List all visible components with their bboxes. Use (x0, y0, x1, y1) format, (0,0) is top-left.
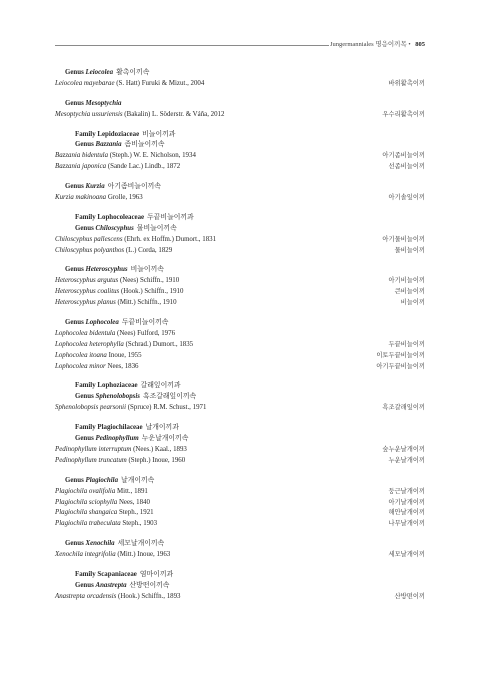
species-korean-name: 선좀비늘이끼 (388, 163, 425, 171)
species-name: Plagiochila ovalifolia (55, 487, 116, 495)
species-row (55, 340, 425, 351)
species-author: Nees, 1840 (118, 498, 150, 506)
species-author: Grolle, 1963 (107, 194, 143, 202)
species-korean-name: 아기비늘이끼 (388, 277, 425, 285)
family-label: Family (75, 130, 98, 138)
species-row (55, 151, 425, 162)
species-korean-name: 해안날개이끼 (388, 509, 425, 517)
genus-name: Sphenolobopsis (95, 393, 140, 401)
genus-korean-name: 세모날개이끼속 (117, 540, 165, 548)
species-korean-name: 아기물비늘이끼 (382, 235, 425, 243)
species-author: (Schrad.) Dumort., 1835 (125, 340, 194, 348)
genus-heading (55, 476, 425, 487)
family-name: Lophocoleaceae (97, 213, 145, 221)
species-row (55, 508, 425, 519)
species-name: Lophocolea heterophylla (55, 340, 124, 348)
species-korean-name: 비늘이끼 (400, 299, 425, 307)
genus-label: Genus (65, 266, 86, 274)
species-row (55, 193, 425, 204)
species-korean-name: 나무날개이끼 (388, 520, 425, 528)
genus-label: Genus (75, 435, 96, 443)
family-label: Family (75, 213, 98, 221)
section-gap (55, 530, 425, 539)
species-row (55, 162, 425, 173)
running-header (55, 39, 425, 51)
genus-heading (55, 265, 425, 276)
species-author: Mitt., 1891 (117, 487, 148, 495)
species-row (55, 110, 425, 121)
species-name: Chiloscyphus polyanthos (55, 246, 125, 254)
genus-korean-name: 활촉이끼속 (116, 69, 150, 76)
species-author: (Mitt.) Schiffn., 1910 (117, 299, 177, 307)
species-name: Plagiochila shangaica (55, 509, 118, 517)
species-row (55, 362, 425, 373)
genus-name: Anastrepta (95, 581, 127, 589)
genus-label: Genus (75, 393, 96, 401)
genus-korean-name: 아기좀비늘이끼속 (107, 183, 161, 191)
species-name: Lophocolea minor (55, 362, 106, 370)
section-gap (55, 372, 425, 381)
species-name: Chiloscyphus pallescens (55, 235, 123, 243)
family-heading (55, 213, 425, 224)
species-author: (Ehrh. ex Hoffm.) Dumort., 1831 (124, 235, 217, 243)
genus-korean-name: 흑조갈래잎이끼속 (142, 393, 197, 401)
species-korean-name: 아기솔잎이끼 (388, 194, 425, 202)
section-gap (55, 467, 425, 476)
genus-name: Leiocolea (85, 69, 114, 76)
genus-heading (55, 434, 425, 445)
species-korean-name: 두끝비늘이끼 (388, 340, 425, 348)
species-author: (L.) Corda, 1829 (125, 246, 173, 254)
genus-label: Genus (65, 69, 86, 76)
species-korean-name: 아기두끝비늘이끼 (376, 362, 425, 370)
species-name: Plagiochila sciophylla (55, 498, 118, 506)
genus-name: Bazzania (95, 141, 122, 149)
species-name: Plagiochila trabeculata (55, 520, 121, 528)
genus-heading (55, 539, 425, 550)
genus-korean-name: 날개이끼속 (121, 476, 155, 484)
family-korean-name: 염마이끼과 (139, 570, 174, 578)
genus-heading (55, 99, 425, 110)
genus-heading (55, 581, 425, 592)
genus-korean-name: 두끝비늘이끼속 (121, 319, 169, 327)
species-name: Heteroscyphus argutus (55, 277, 119, 285)
genus-korean-name: 산방떤이끼속 (129, 581, 170, 589)
species-row (55, 550, 425, 561)
species-row (55, 445, 425, 456)
genus-korean-name: 비늘이끼속 (130, 266, 164, 274)
genus-label: Genus (65, 540, 86, 548)
species-row (55, 592, 425, 603)
family-heading (55, 570, 425, 581)
genus-korean-name: 좀비늘이끼속 (124, 141, 165, 149)
species-korean-name: 아기날개이끼 (388, 498, 425, 506)
genus-heading (55, 68, 425, 79)
family-korean-name: 두끝비늘이끼과 (147, 213, 194, 221)
species-row (55, 79, 425, 90)
species-row (55, 487, 425, 498)
species-korean-name: 아기좀비늘이끼 (382, 152, 425, 160)
species-row (55, 403, 425, 414)
species-korean-name: 누운날개이끼 (388, 456, 425, 464)
species-list (55, 68, 425, 603)
section-gap (55, 204, 425, 213)
species-author: (Sande Lac.) Lindb., 1872 (107, 163, 181, 171)
family-korean-name: 날개이끼과 (145, 424, 179, 432)
species-korean-name: 흑조갈래잎이끼 (382, 404, 425, 412)
species-author: (Nees) Schiffn., 1910 (119, 277, 180, 285)
species-name: Anastrepta orcadensis (55, 592, 117, 600)
species-korean-name: 세모날개이끼 (388, 551, 425, 559)
family-korean-name: 갈래잎이끼과 (140, 382, 181, 390)
genus-name: Pedinophyllum (95, 435, 139, 443)
species-name: Bazzania japonica (55, 163, 107, 171)
species-row (55, 329, 425, 340)
species-korean-name: 산방떤이끼 (394, 592, 425, 600)
species-author: (Mitt.) Inoue, 1963 (117, 551, 171, 559)
section-gap (55, 414, 425, 423)
genus-name: Heteroscyphus (85, 266, 128, 274)
species-name: Leiocolea mayebarae (55, 79, 115, 87)
genus-label: Genus (75, 581, 96, 589)
species-author: (Bakalin) L. Söderstr. & Váňa, 2012 (124, 110, 225, 118)
family-name: Plagiochilaceae (97, 424, 143, 432)
family-label: Family (75, 382, 98, 390)
section-gap (55, 309, 425, 318)
species-row (55, 235, 425, 246)
species-row (55, 519, 425, 530)
genus-label: Genus (75, 224, 96, 232)
genus-label: Genus (65, 319, 86, 327)
species-author: Steph., 1921 (118, 509, 154, 517)
species-korean-name: 이토두끝비늘이끼 (376, 351, 425, 359)
header-text (330, 39, 425, 48)
species-korean-name: 우수리활촉이끼 (382, 110, 425, 118)
genus-label: Genus (75, 141, 96, 149)
species-row (55, 298, 425, 309)
genus-name: Mesoptychia (85, 99, 122, 107)
genus-korean-name: 누운날개이끼속 (141, 435, 189, 443)
species-author: Steph., 1903 (122, 520, 158, 528)
family-heading (55, 130, 425, 141)
header-rule (55, 45, 329, 46)
genus-heading (55, 140, 425, 151)
species-korean-name: 큰비늘이끼 (394, 288, 425, 296)
family-heading (55, 381, 425, 392)
section-gap (55, 173, 425, 182)
species-name: Lophocolea itoana (55, 351, 107, 359)
species-korean-name: 바위활촉이끼 (388, 79, 425, 87)
header-title: Jungermanniales 명응이끼목 (330, 41, 407, 48)
genus-label: Genus (65, 99, 86, 107)
species-row (55, 287, 425, 298)
header-bullet: • (408, 41, 411, 48)
family-name: Lepidoziaceae (97, 130, 140, 138)
species-row (55, 456, 425, 467)
species-author: (Steph.) W. E. Nicholson, 1934 (109, 152, 196, 160)
family-name: Scapaniaceae (97, 570, 137, 578)
genus-name: Plagiochila (85, 476, 119, 484)
species-author: (Hook.) Schiffn., 1893 (118, 592, 181, 600)
genus-name: Kurzia (85, 183, 105, 191)
species-author: (S. Hatt) Furuki & Mizut., 2004 (116, 79, 205, 87)
species-korean-name: 물비늘이끼 (394, 246, 425, 254)
species-author: (Steph.) Inoue, 1960 (128, 456, 186, 464)
species-name: Sphenolobopsis pearsonii (55, 404, 127, 412)
species-author: (Nees) Fulford, 1976 (117, 329, 176, 337)
species-korean-name: 숲누운날개이끼 (382, 445, 425, 453)
genus-label: Genus (65, 476, 86, 484)
page-number: 805 (415, 41, 425, 48)
genus-heading (55, 182, 425, 193)
family-korean-name: 비늘이끼과 (142, 130, 176, 138)
species-author: (Nees.) Kaal., 1893 (133, 445, 187, 453)
species-row (55, 498, 425, 509)
genus-heading (55, 318, 425, 329)
family-label: Family (75, 570, 98, 578)
genus-label: Genus (65, 183, 86, 191)
section-gap (55, 256, 425, 265)
genus-heading (55, 224, 425, 235)
species-name: Kurzia makinoana (55, 194, 107, 202)
species-name: Heteroscyphus coalitus (55, 288, 120, 296)
genus-name: Chiloscyphus (95, 224, 134, 232)
species-name: Bazzania bidentula (55, 152, 109, 160)
species-row (55, 351, 425, 362)
species-name: Mesoptychia ussuriensis (55, 110, 123, 118)
section-gap (55, 561, 425, 570)
species-author: Nees, 1836 (107, 362, 139, 370)
species-korean-name: 둥근날개이끼 (388, 487, 425, 495)
species-author: (Hook.) Schiffn., 1910 (120, 288, 184, 296)
genus-name: Lophocolea (85, 319, 119, 327)
species-name: Pedinophyllum truncatum (55, 456, 127, 464)
species-row (55, 276, 425, 287)
section-gap (55, 121, 425, 130)
family-label: Family (75, 424, 98, 432)
species-author: Inoue, 1955 (108, 351, 142, 359)
species-name: Lophocolea bidentula (55, 329, 116, 337)
family-name: Lophoziaceae (97, 382, 138, 390)
species-name: Heteroscyphus planus (55, 299, 116, 307)
species-name: Xenochila integrifolia (55, 551, 116, 559)
species-name: Pedinophyllum interruptum (55, 445, 132, 453)
genus-korean-name: 물비늘이끼속 (136, 224, 177, 232)
section-gap (55, 90, 425, 99)
species-author: (Spruce) R.M. Schust., 1971 (127, 404, 207, 412)
species-row (55, 246, 425, 257)
genus-heading (55, 392, 425, 403)
family-heading (55, 423, 425, 434)
genus-name: Xenochila (85, 540, 115, 548)
